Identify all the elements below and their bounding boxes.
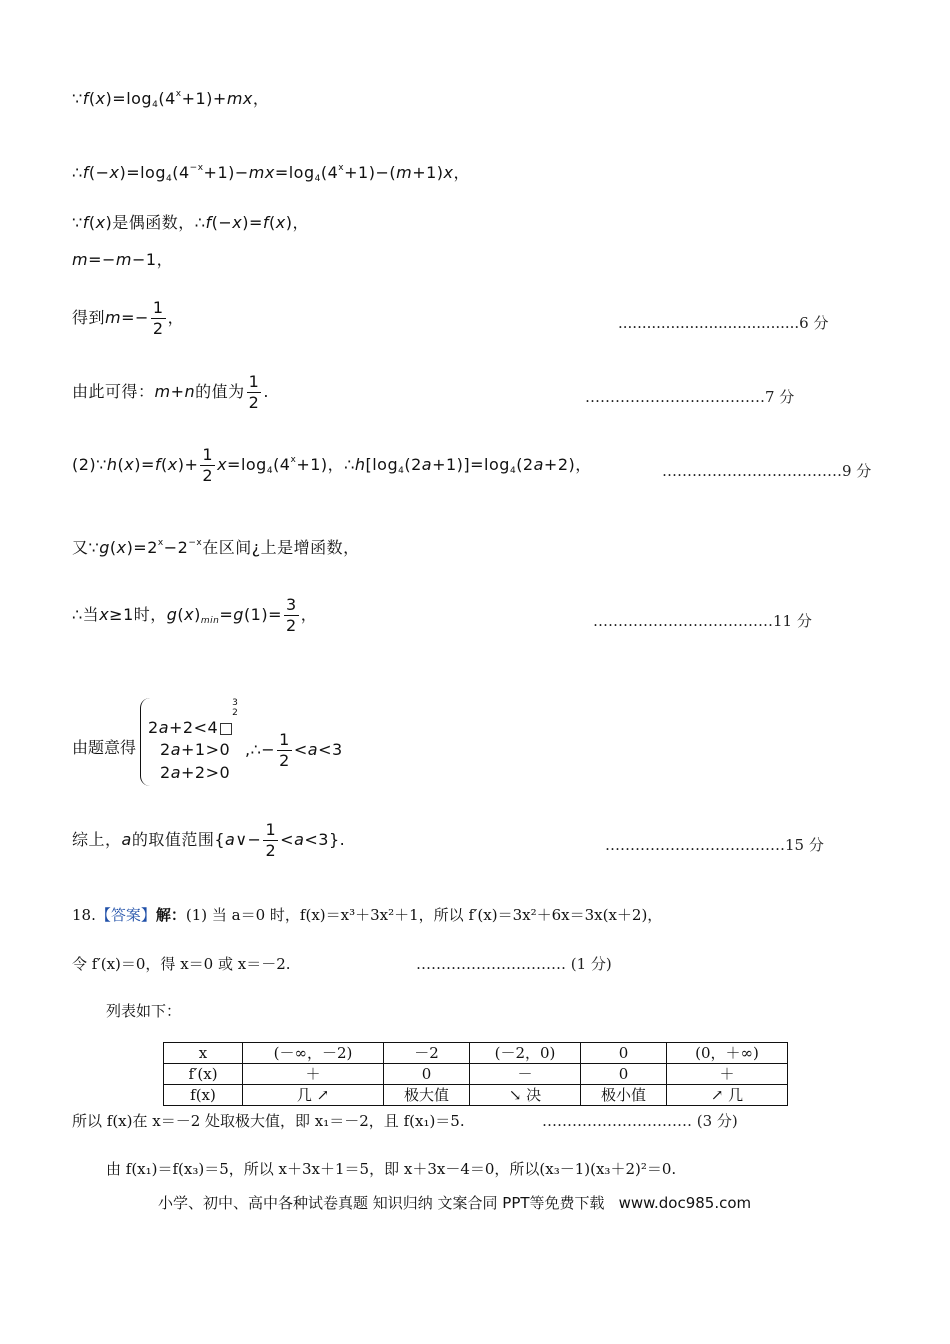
solution-part2-line: (2)∵h(x)=f(x)+ $\frac{1}{2}$ $x=\log_4(4^x+1)$，$\therefore h[\log_4(2a+1)]=\log_4(2a+2)$， xyxy=(72,445,592,485)
table-cell: ＋ xyxy=(243,1064,384,1085)
g-pre: 又∵ xyxy=(72,538,100,557)
q18-max-line: 所以 f(x)在 x＝－2 处取极大值，即 x₁＝－2，且 f(x₁)＝5. xyxy=(72,1112,465,1130)
q18-jie: 解： xyxy=(155,906,186,924)
table-cell: 极小值 xyxy=(581,1085,667,1106)
system-conclusion: ,∴− $\frac{1}{2}$ <a<3 xyxy=(245,730,343,770)
table-cell: (0，＋∞) xyxy=(667,1043,788,1064)
table-cell: ↘ 决 xyxy=(470,1085,581,1106)
solution-g-line: 又$\because g(x)=2^x-2^{-x}$在区间¿上是增函数， xyxy=(72,538,360,557)
footer-url[interactable]: www.doc985.com xyxy=(618,1194,752,1212)
system-prefix: 由题意得 xyxy=(72,738,137,757)
score-6: ......................................6 分 xyxy=(618,314,829,332)
sign-table xyxy=(163,1042,788,1106)
score-9: ………………………………9 分 xyxy=(662,462,872,480)
missing-glyph-box xyxy=(220,723,232,735)
table-cell: ＋ xyxy=(667,1064,788,1085)
page-footer xyxy=(158,1192,765,1213)
system-ineq-1: 2a+2<43 2 xyxy=(148,698,239,737)
table-cell: 几 ↗ xyxy=(243,1085,384,1106)
summary-pre: 综上， xyxy=(72,830,122,849)
table-row-function xyxy=(164,1085,788,1106)
solution-gmin-line: ∴当x≥1时，$g(x)_{min}=g(1)=$ $\frac{3}{2}$ ， xyxy=(72,595,318,635)
q18-equation-line: 由 f(x₁)＝f(x₃)＝5，所以 x＋3x＋1＝5，即 x＋3x－4＝0，所以(x₃－1)(x₃＋2)²＝0. xyxy=(106,1160,677,1178)
table-cell: x xyxy=(164,1043,243,1064)
solution-line-2: $\therefore f(-x)=\log_4(4^{-x}+1)-mx=\log_4(4^x+1)-(m+1)x$， xyxy=(72,163,470,184)
gmin-pre: ∴当 xyxy=(72,605,100,624)
summary-line: 综上，a的取值范围{a∨− $\frac{1}{2}$ <a<3}. xyxy=(72,820,346,860)
mn-mid: 的值为 xyxy=(195,382,245,401)
gmin-mid: 时， xyxy=(133,605,167,624)
solution-line-4: m=−m−1， xyxy=(72,250,174,269)
table-cell: － xyxy=(470,1064,581,1085)
solution-line-m-value: 得到m=− $\frac{1}{2}$ ， xyxy=(72,298,185,338)
system-ineq-3: 2a+2>0 xyxy=(160,763,231,782)
score-15: ………………………………15 分 xyxy=(605,836,824,854)
table-cell: ↗ 几 xyxy=(667,1085,788,1106)
q18-number: 18. xyxy=(72,906,96,924)
table-cell: 0 xyxy=(384,1064,470,1085)
table-intro: 列表如下： xyxy=(106,1002,182,1020)
q18-line xyxy=(72,904,662,925)
system-ineq-2: 2a+1>0 xyxy=(160,740,231,759)
table-cell: f′(x) xyxy=(164,1064,243,1085)
table-row-x xyxy=(164,1043,788,1064)
q18-answer-tag: 【答案】 xyxy=(95,906,156,924)
score-11: ………………………………11 分 xyxy=(593,612,812,630)
q18-derivative-zero: 令 f′(x)＝0，得 x＝0 或 x＝－2. xyxy=(72,955,291,973)
solution-line-mn-value: 由此可得：m+n的值为 $\frac{1}{2}$ . xyxy=(72,372,269,412)
table-cell: 0 xyxy=(581,1064,667,1085)
m-result-prefix: 得到 xyxy=(72,308,106,327)
score-3: ………………………… (3 分) xyxy=(542,1112,738,1130)
system-brace xyxy=(140,698,151,786)
table-cell: (－∞，－2) xyxy=(243,1043,384,1064)
solution-line-3: ∵f(x)是偶函数，∴f(−x)=f(x)， xyxy=(72,213,310,232)
footer-text: 小学、初中、高中各种试卷真题 知识归纳 文案合同 PPT等免费下载 xyxy=(158,1194,605,1212)
table-row-derivative xyxy=(164,1064,788,1085)
summary-mid: 的取值范围 xyxy=(131,830,215,849)
q18-text: (1) 当 a＝0 时，f(x)＝x³＋3x²＋1，所以 f′(x)＝3x²＋6x＝3x(x＋2)， xyxy=(185,906,663,924)
score-1: ………………………… (1 分) xyxy=(416,955,612,973)
table-cell: －2 xyxy=(384,1043,470,1064)
table-cell: 极大值 xyxy=(384,1085,470,1106)
table-cell: f(x) xyxy=(164,1085,243,1106)
mn-prefix: 由此可得： xyxy=(72,382,155,401)
score-7: ………………………………7 分 xyxy=(585,388,795,406)
g-post: 在区间¿上是增函数， xyxy=(202,538,360,557)
solution-line-1: $\because f(x)=\log_4(4^x+1)+mx$， xyxy=(72,89,270,110)
table-cell: (－2，0) xyxy=(470,1043,581,1064)
table-cell: 0 xyxy=(581,1043,667,1064)
